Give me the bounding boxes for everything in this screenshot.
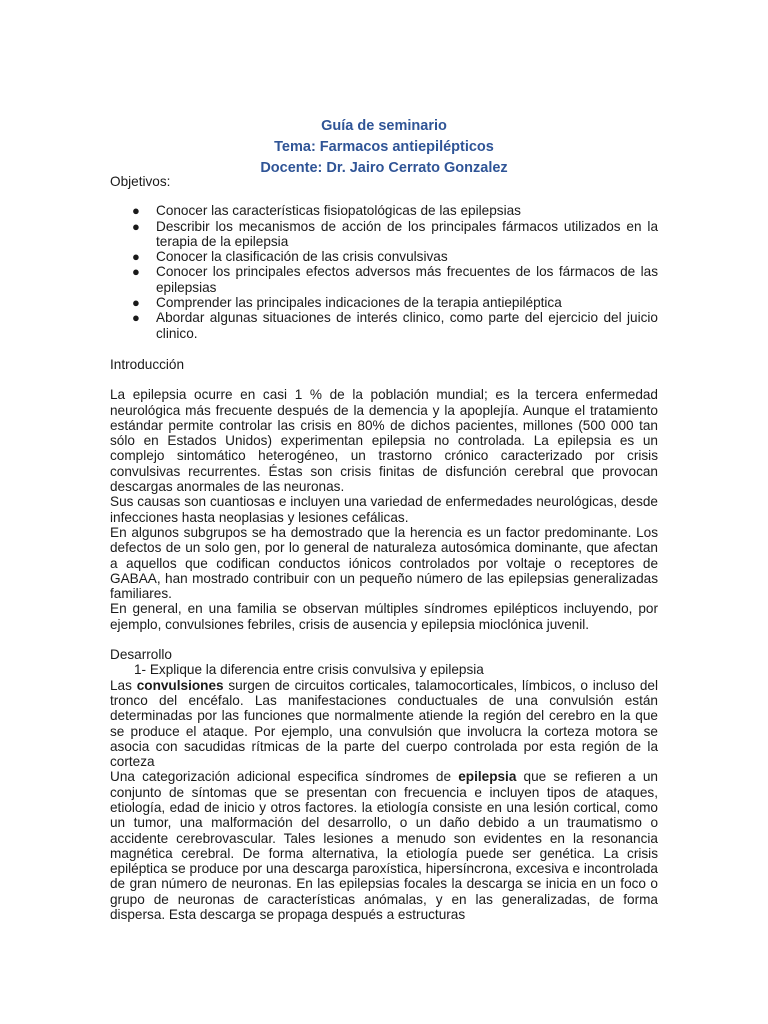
- bold-term: convulsiones: [136, 677, 224, 693]
- seminar-guide-title: Guía de seminario: [321, 118, 447, 134]
- objectives-list: [110, 203, 658, 341]
- intro-paragraph: En general, en una familia se observan múltiples síndromes epilépticos incluyendo, por ejemplo, convulsiones febriles, crisis de ausencia y epilepsia mioclónica juvenil.: [110, 601, 658, 632]
- bullet-icon: ●: [132, 249, 140, 265]
- bold-term: epilepsia: [458, 769, 517, 785]
- title-block: [0, 116, 768, 179]
- topic-title: Tema: Farmacos antiepilépticos: [274, 139, 494, 155]
- teacher-title: Docente: Dr. Jairo Cerrato Gonzalez: [260, 160, 508, 176]
- objective-item: ● Conocer las características fisiopatológicas de las epilepsias: [132, 203, 521, 219]
- bullet-icon: ●: [132, 295, 140, 311]
- objectives-label: Objetivos:: [110, 174, 171, 189]
- bullet-icon: ●: [132, 264, 140, 280]
- question-item: 1- Explique la diferencia entre crisis convulsiva y epilepsia: [134, 662, 484, 678]
- objective-item: ● Conocer los principales efectos adversos más frecuentes de los fármacos de las epilepsias: [132, 264, 658, 295]
- bullet-icon: ●: [132, 310, 140, 326]
- bullet-icon: ●: [132, 203, 140, 219]
- objective-item: ● Abordar algunas situaciones de interés clinico, como parte del ejercicio del juicio clinico.: [132, 310, 658, 341]
- development-paragraph: Una categorización adicional especifica síndromes de epilepsia que se refieren a un conjunto de síntomas que se presentan con frecuencia e incluyen tipos de ataques, etiología, edad de inicio y otros factores. la etiología consiste en una lesión cortical, como un tumor, una malformación del desarrollo, o un daño debido a un traumatismo o accidente cerebrovascular. Tales lesiones a menudo son evidentes en la resonancia magnética cerebral. De forma alternativa, la etiología puede ser genética. La crisis epiléptica se produce por una descarga paroxística, hipersíncrona, excesiva e incontrolada de gran número de neuronas. En las epilepsias focales la descarga se inicia en un foco o grupo de neuronas de características anómalas, y en las generalizadas, de forma dispersa. Esta descarga se propaga después a estructuras: [110, 769, 658, 923]
- bullet-icon: ●: [132, 218, 140, 234]
- objective-item: ● Describir los mecanismos de acción de los principales fármacos utilizados en la terapia de la epilepsia: [132, 218, 658, 249]
- intro-paragraph: Sus causas son cuantiosas e incluyen una variedad de enfermedades neurológicas, desde infecciones hasta neoplasias y lesiones cefálicas.: [110, 494, 658, 525]
- development-paragraph: Las convulsiones surgen de circuitos corticales, talamocorticales, límbicos, o incluso del tronco del encéfalo. Las manifestaciones conductuales de una convulsión están determinadas por las funciones que normalmente atiende la región del cerebro en la que se produce el ataque. Por ejemplo, una convulsión que involucra la corteza motora se asocia con sacudidas rítmicas de la parte del cuerpo controlada por esta región de la corteza: [110, 677, 658, 770]
- introduction-label: Introducción: [110, 356, 185, 372]
- objective-item: ● Conocer la clasificación de las crisis convulsivas: [132, 249, 448, 265]
- development-label: Desarrollo: [110, 647, 172, 663]
- document-body: [110, 174, 658, 922]
- objective-item: ● Comprender las principales indicaciones de la terapia antiepiléptica: [132, 295, 562, 311]
- intro-paragraph: La epilepsia ocurre en casi 1 % de la población mundial; es la tercera enfermedad neurológica más frecuente después de la demencia y la apoplejía. Aunque el tratamiento estándar permite controlar las crisis en 80% de dichos pacientes, millones (500 000 tan sólo en Estados Unidos) experimentan epilepsia no controlada. La epilepsia es un complejo sintomático heterogéneo, un trastorno crónico caracterizado por crisis convulsivas recurrentes. Éstas son crisis finitas de disfunción cerebral que provocan descargas anormales de las neuronas.: [110, 387, 658, 495]
- intro-paragraph: En algunos subgrupos se ha demostrado que la herencia es un factor predominante. Los defectos de un solo gen, por lo general de naturaleza autosómica dominante, que afectan a aquellos que codifican conductos iónicos controlados por voltaje o receptores de GABAA, han mostrado contribuir con un pequeño número de las epilepsias generalizadas familiares.: [110, 524, 658, 602]
